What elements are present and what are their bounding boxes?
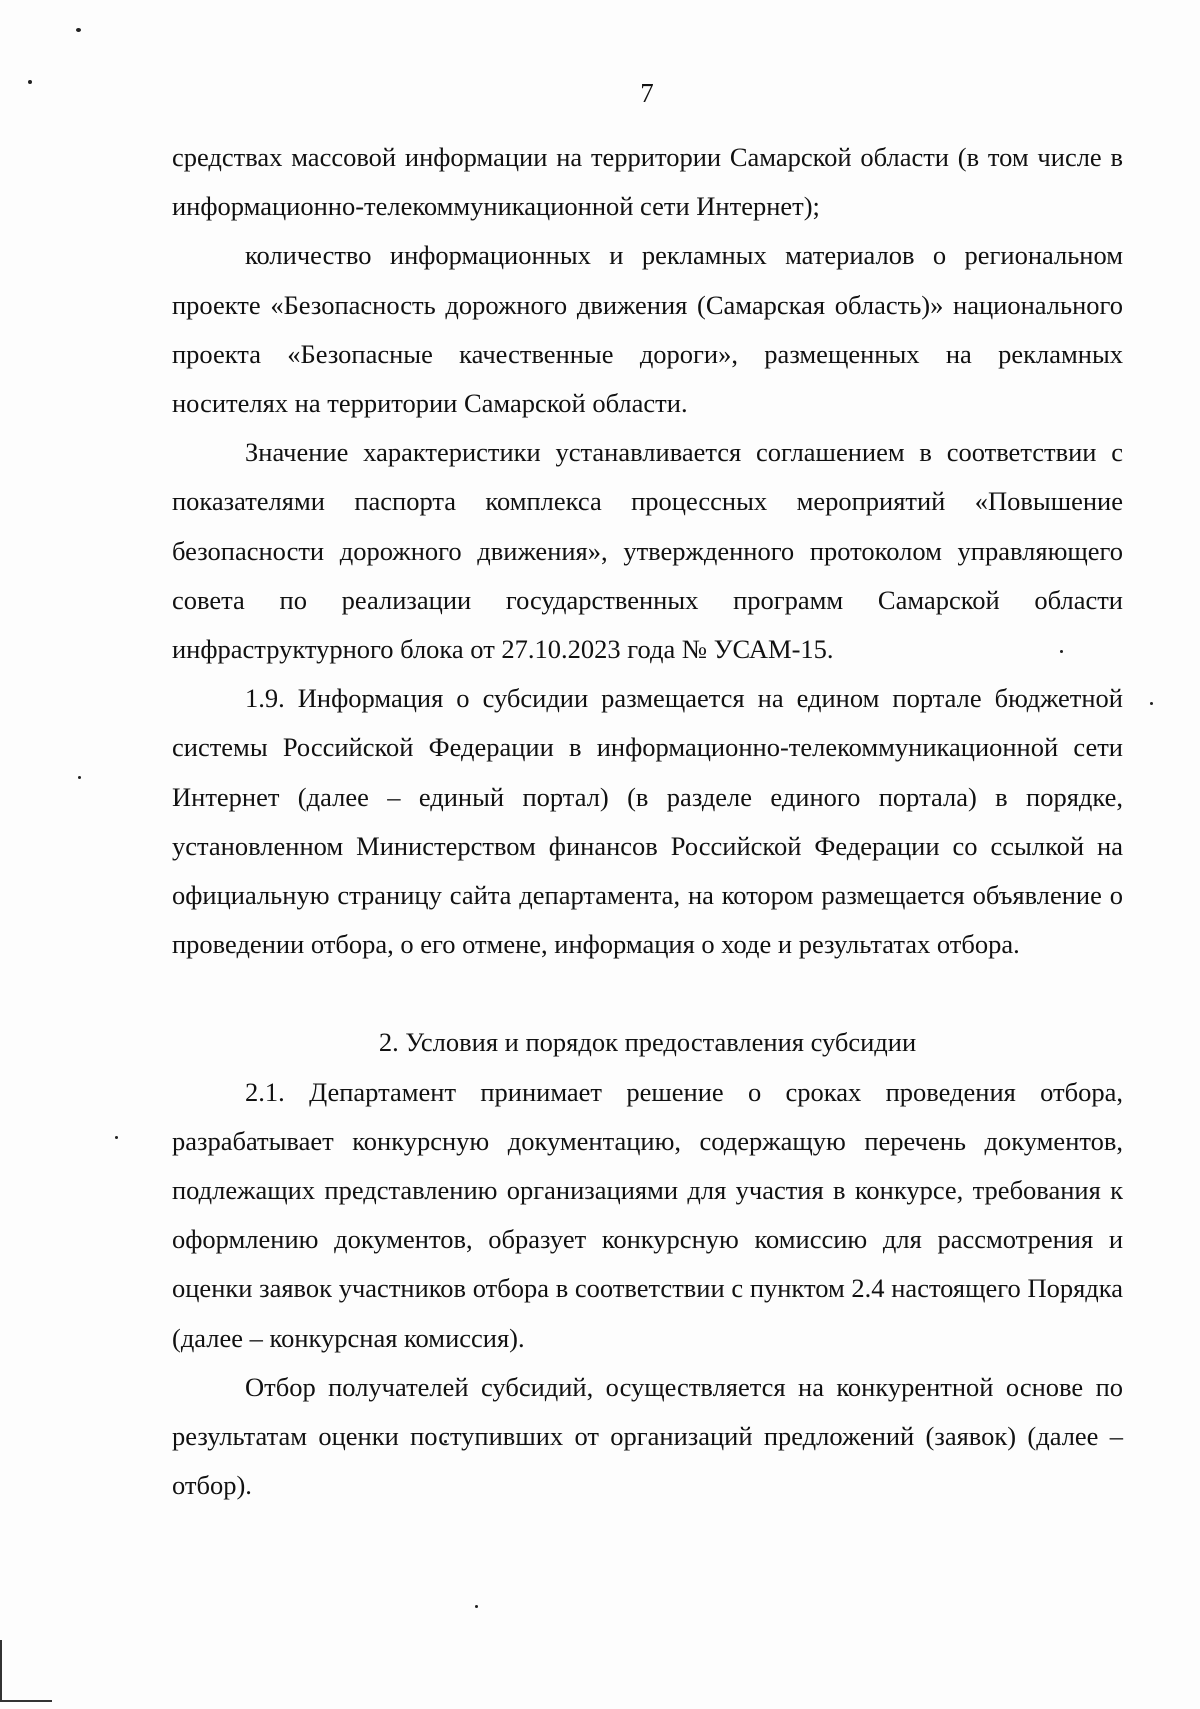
paragraph: средствах массовой информации на территории Самарской области (в том числе в информационно-телекоммуникационной сети Интернет);	[172, 142, 1123, 222]
paragraph: Значение характеристики устанавливается соглашением в соответствии с показателями паспорта комплекса процессных мероприятий «Повышение безопасности дорожного движения», утвержденного протоколом управляющего совета по реализации государственных программ Самарской области инфраструктурного блока от 27.10.2023 года № УСАМ-15.	[172, 437, 1123, 665]
section-heading: 2. Условия и порядок предоставления субсидии	[378, 1027, 917, 1058]
paragraph: Отбор получателей субсидий, осуществляется на конкурентной основе по результатам оценки поступивших от организаций предложений (заявок) (далее – отбор).	[172, 1371, 1123, 1501]
scan-speck	[76, 28, 81, 32]
scan-edge-mark	[0, 1700, 52, 1702]
scan-speck	[475, 1605, 478, 1608]
scan-speck	[78, 776, 81, 779]
paragraph: 2.1. Департамент принимает решение о сроках проведения отбора, разрабатывает конкурсную документацию, содержащую перечень документов, подлежащих представлению организациями для участия в конкурсе, требования к оформлению документов, образует конкурсную комиссию для рассмотрения и оценки заявок участников отбора в соответствии с пунктом 2.4 настоящего Порядка (далее – конкурсная комиссия).	[172, 1076, 1123, 1353]
paragraph: количество информационных и рекламных материалов о региональном проекте «Безопасность дорожного движения (Самарская область)» национального проекта «Безопасные качественные дороги», размещенных на рекламных носителях на территории Самарской области.	[172, 240, 1123, 419]
scan-speck	[28, 80, 32, 84]
page-number: 7	[640, 78, 654, 108]
document-body	[172, 133, 1123, 1510]
scan-speck	[115, 1136, 118, 1139]
scan-speck	[1150, 702, 1153, 705]
paragraph: 1.9. Информация о субсидии размещается на едином портале бюджетной системы Российской Федерации в информационно-телекоммуникационной сети Интернет (далее – единый портал) (в разделе единого портала) в порядке, установленном Министерством финансов Российской Федерации со ссылкой на официальную страницу сайта департамента, на котором размещается объявление о проведении отбора, о его отмене, информация о ходе и результатах отбора.	[172, 683, 1123, 960]
scan-edge-mark	[0, 1640, 2, 1702]
